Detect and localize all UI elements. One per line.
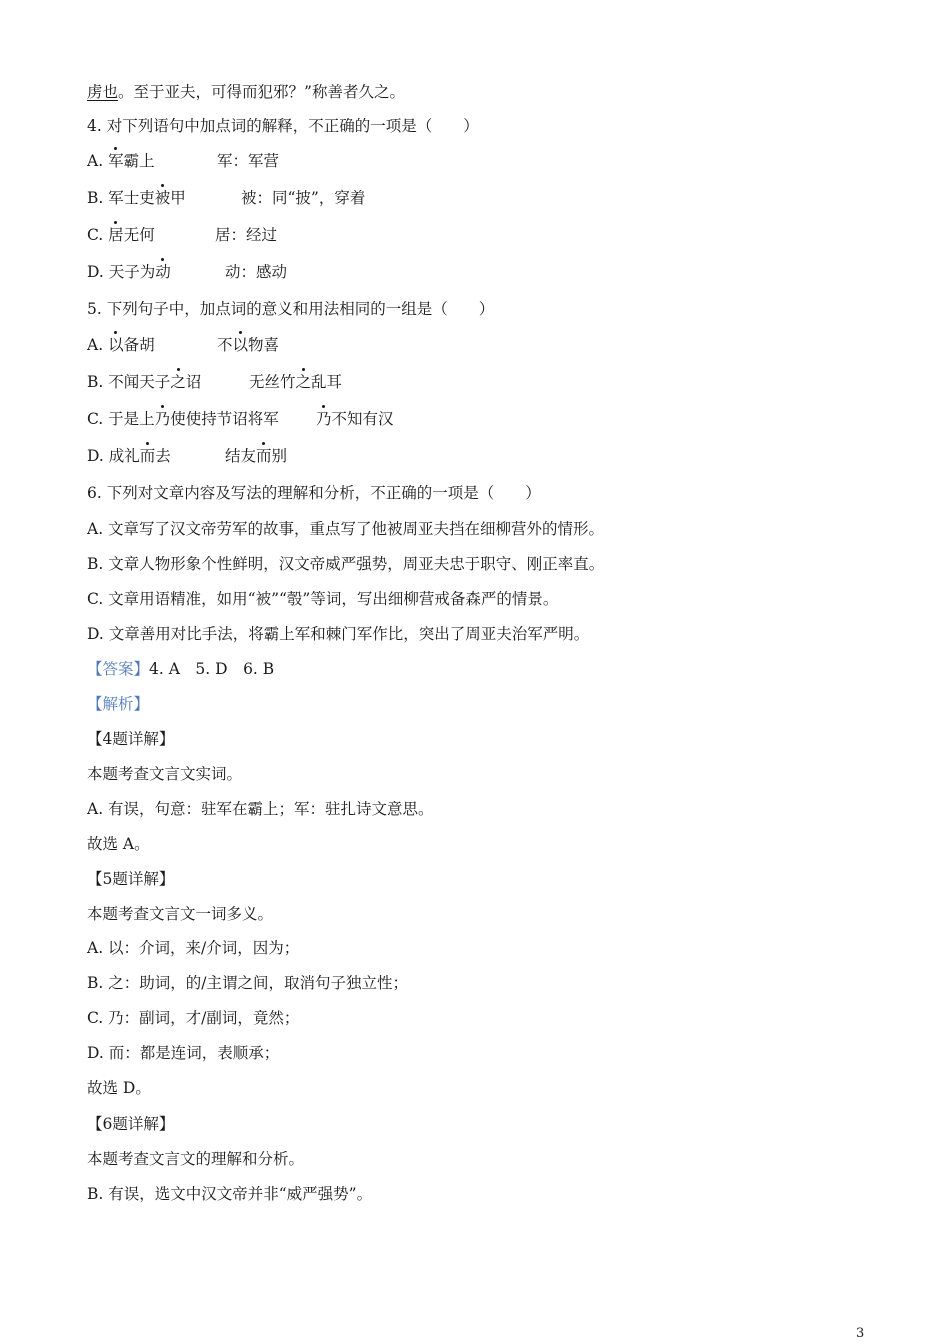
q5-b-a1: 诏	[185, 373, 202, 391]
answer-label: 【答案】	[87, 660, 150, 678]
detail-6-line-1: 本题考查文言文的理解和分析。	[87, 1150, 305, 1168]
dotted-word: 被	[154, 189, 171, 207]
q5-option-b	[87, 371, 343, 393]
q4-a-after: 霸上	[123, 152, 155, 170]
q5-a-p2: 不	[217, 336, 233, 354]
q5-d-a2: 别	[271, 447, 288, 465]
question-4-stem: 4. 对下列语句中加点词的解释，不正确的一项是（ ）	[87, 117, 479, 135]
passage-end-line	[87, 81, 405, 103]
question-6-stem: 6. 下列对文章内容及写法的理解和分析，不正确的一项是（ ）	[87, 484, 541, 502]
q5-c-p1: C. 于是上	[87, 410, 155, 428]
q5-b-p2: 无丝竹	[249, 373, 296, 391]
question-5-stem: 5. 下列句子中，加点词的意义和用法相同的一组是（ ）	[87, 300, 495, 318]
q5-option-c	[87, 408, 394, 430]
q4-b-gloss: 被：同“披”，穿着	[241, 189, 366, 207]
dotted-word: 乃	[316, 410, 332, 428]
dotted-word: 居	[108, 226, 124, 244]
q6-option-d: D. 文章善用对比手法，将霸上军和棘门军作比，突出了周亚夫治军严明。	[87, 625, 590, 643]
detail-5-line-6: 故选 D。	[87, 1079, 151, 1097]
answer-line	[87, 658, 274, 680]
underlined-name: 虏也	[87, 83, 119, 101]
q5-c-a1: 使使持节诏将军	[170, 410, 279, 428]
q4-option-c	[87, 224, 278, 246]
dotted-word: 动	[155, 263, 171, 281]
q4-a-gloss: 军：军营	[217, 152, 280, 170]
dotted-word: 之	[295, 373, 312, 391]
detail-6-line-2: B. 有误，选文中汉文帝并非“威严强势”。	[87, 1185, 373, 1203]
q5-a-a1: 备胡	[123, 336, 155, 354]
q5-c-second	[316, 408, 394, 430]
q6-option-c: C. 文章用语精准，如用“被”“彀”等词，写出细柳营戒备森严的情景。	[87, 590, 559, 608]
q5-a-p1: A.	[87, 336, 109, 354]
answer-text: 4. A 5. D 6. B	[149, 660, 275, 678]
q4-option-b	[87, 187, 366, 209]
q5-b-second	[249, 371, 342, 393]
q4-c-prefix: C.	[87, 226, 109, 244]
q5-a-second	[217, 334, 279, 356]
detail-4-title: 【4题详解】	[87, 730, 175, 748]
q5-a-a2: 物喜	[248, 336, 280, 354]
q5-option-d	[87, 445, 288, 467]
dotted-word: 以	[108, 336, 124, 354]
detail-5-title: 【5题详解】	[87, 870, 175, 888]
dotted-word: 而	[139, 447, 156, 465]
q4-option-a	[87, 150, 280, 172]
page-number: 3	[856, 1326, 865, 1341]
q4-c-gloss: 居：经过	[215, 226, 278, 244]
q4-d-prefix: D. 天子为	[87, 263, 156, 281]
dotted-word: 之	[170, 373, 186, 391]
detail-4-line-2: A. 有误，句意：驻军在霸上；军：驻扎诗文意思。	[87, 800, 434, 818]
q5-b-a2: 乱耳	[311, 373, 343, 391]
q5-d-a1: 去	[155, 447, 171, 465]
q4-a-prefix: A.	[87, 152, 109, 170]
q5-d-second	[225, 445, 287, 467]
q4-b-prefix: B. 军士吏	[87, 189, 155, 207]
q4-option-d	[87, 261, 288, 283]
q5-b-p1: B. 不闻天子	[87, 373, 171, 391]
q5-c-a2: 不知有汉	[331, 410, 394, 428]
detail-5-line-5: D. 而：都是连词，表顺承；	[87, 1044, 280, 1062]
dotted-word: 以	[232, 336, 249, 354]
detail-4-line-1: 本题考查文言文实词。	[87, 765, 243, 783]
q4-d-gloss: 动：感动	[225, 263, 288, 281]
analysis-label: 【解析】	[87, 695, 150, 713]
q5-d-p2: 结友	[225, 447, 257, 465]
detail-5-line-1: 本题考查文言文一词多义。	[87, 905, 274, 923]
dotted-word: 军	[108, 152, 124, 170]
dotted-word: 乃	[154, 410, 171, 428]
detail-6-title: 【6题详解】	[87, 1115, 175, 1133]
detail-5-line-4: C. 乃：副词，才/副词，竟然；	[87, 1009, 300, 1027]
q4-c-after: 无何	[123, 226, 155, 244]
q5-option-a	[87, 334, 280, 356]
q6-option-a: A. 文章写了汉文帝劳军的故事，重点写了他被周亚夫挡在细柳营外的情形。	[87, 520, 605, 538]
detail-5-line-3: B. 之：助词，的/主谓之间，取消句子独立性；	[87, 974, 408, 992]
dotted-word: 而	[256, 447, 272, 465]
detail-5-line-2: A. 以：介词，来/介词，因为；	[87, 939, 300, 957]
q5-d-p1: D. 成礼	[87, 447, 140, 465]
q6-option-b: B. 文章人物形象个性鲜明，汉文帝威严强势，周亚夫忠于职守、刚正率直。	[87, 555, 605, 573]
detail-4-line-3: 故选 A。	[87, 835, 150, 853]
q4-b-after: 甲	[170, 189, 186, 207]
passage-end-text: 。至于亚夫，可得而犯邪？”称善者久之。	[118, 83, 405, 101]
